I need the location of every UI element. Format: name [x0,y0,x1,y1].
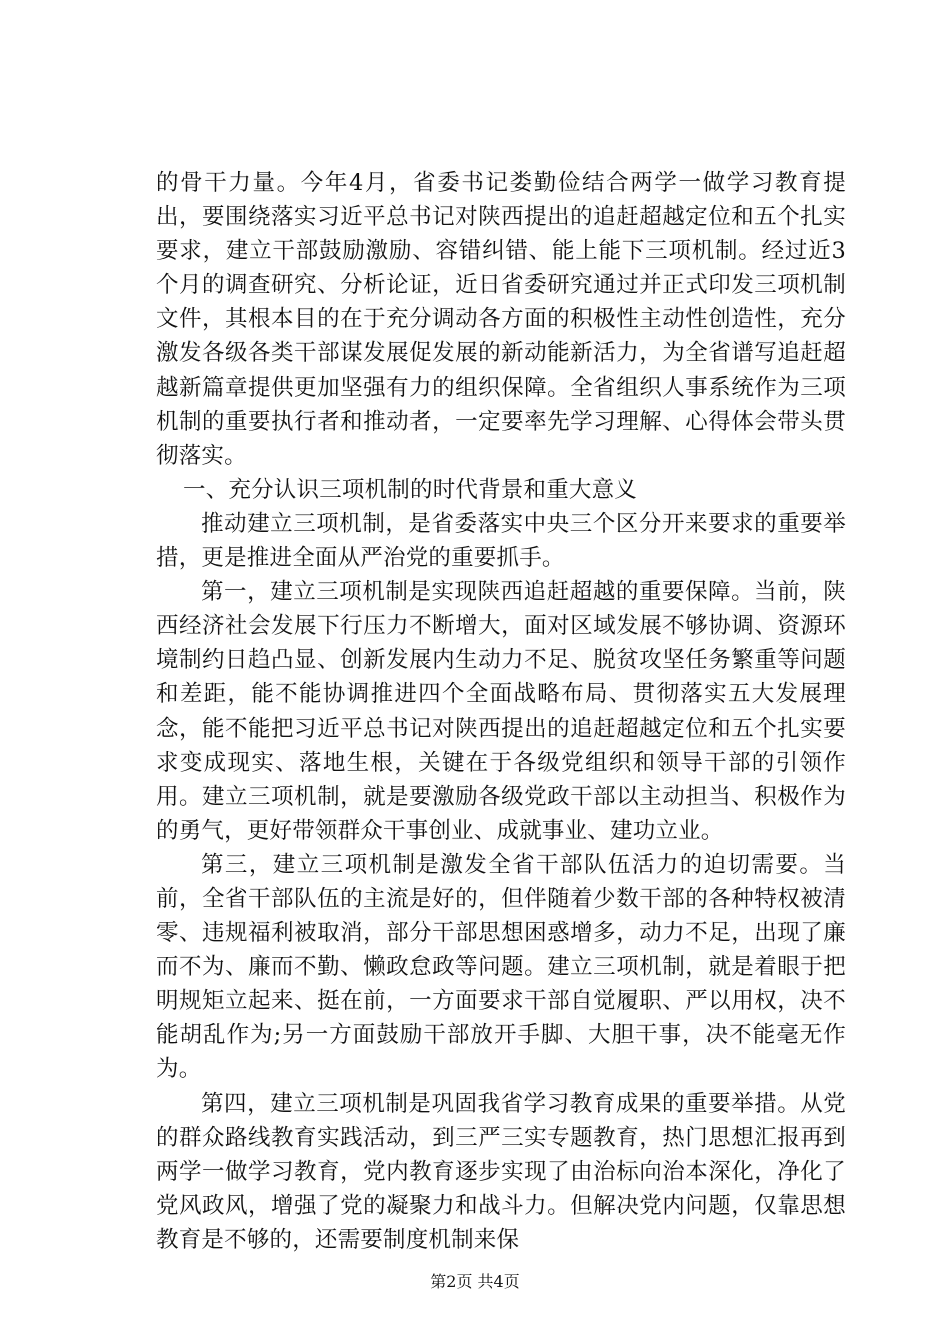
section-heading: 一、充分认识三项机制的时代背景和重大意义 [183,476,638,503]
paragraph-continuation: 的骨干力量。今年4月，省委书记娄勤俭结合两学一做学习教育提出，要围绕落实习近平总书记对陕西提出的追赶超越定位和五个扎实要求，建立干部鼓励激励、容错纠错、能上能下三项机制。经过近3个月的调查研究、分析论证，近日省委研究通过并正式印发三项机制文件，其根本目的在于充分调动各方面的积极性主动性创造性，充分激发各级各类干部谋发展促发展的新动能新活力，为全省谱写追赶超越新篇章提供更加坚强有力的组织保障。全省组织人事系统作为三项机制的重要执行者和推动者，一定要率先学习理解、心得体会带头贯彻落实。 [156,170,846,469]
document-body [156,166,846,1257]
paragraph-intro: 推动建立三项机制，是省委落实中央三个区分开来要求的重要举措，更是推进全面从严治党的重要抓手。 [156,510,846,572]
paragraph-third-point: 第三，建立三项机制是激发全省干部队伍活力的迫切需要。当前，全省干部队伍的主流是好的，但伴随着少数干部的各种特权被清零、违规福利被取消，部分干部思想困惑增多，动力不足，出现了廉而不为、廉而不勤、懒政怠政等问题。建立三项机制，就是着眼于把明规矩立起来、挺在前，一方面要求干部自觉履职、严以用权，决不能胡乱作为;另一方面鼓励干部放开手脚、大胆干事，决不能毫无作为。 [156,851,846,1083]
page-number-footer: 第2页 共4页 [430,1272,520,1291]
paragraph-fourth-point: 第四，建立三项机制是巩固我省学习教育成果的重要举措。从党的群众路线教育实践活动，到三严三实专题教育，热门思想汇报再到两学一做学习教育，党内教育逐步实现了由治标向治本深化，净化了党风政风，增强了党的凝聚力和战斗力。但解决党内问题，仅靠思想教育是不够的，还需要制度机制来保 [156,1090,846,1253]
paragraph-first-point: 第一，建立三项机制是实现陕西追赶超越的重要保障。当前，陕西经济社会发展下行压力不断增大，面对区域发展不够协调、资源环境制约日趋凸显、创新发展内生动力不足、脱贫攻坚任务繁重等问题和差距，能不能协调推进四个全面战略布局、贯彻落实五大发展理念，能不能把习近平总书记对陕西提出的追赶超越定位和五个扎实要求变成现实、落地生根，关键在于各级党组织和领导干部的引领作用。建立三项机制，就是要激励各级党政干部以主动担当、积极作为的勇气，更好带领群众干事创业、成就事业、建功立业。 [156,579,846,844]
